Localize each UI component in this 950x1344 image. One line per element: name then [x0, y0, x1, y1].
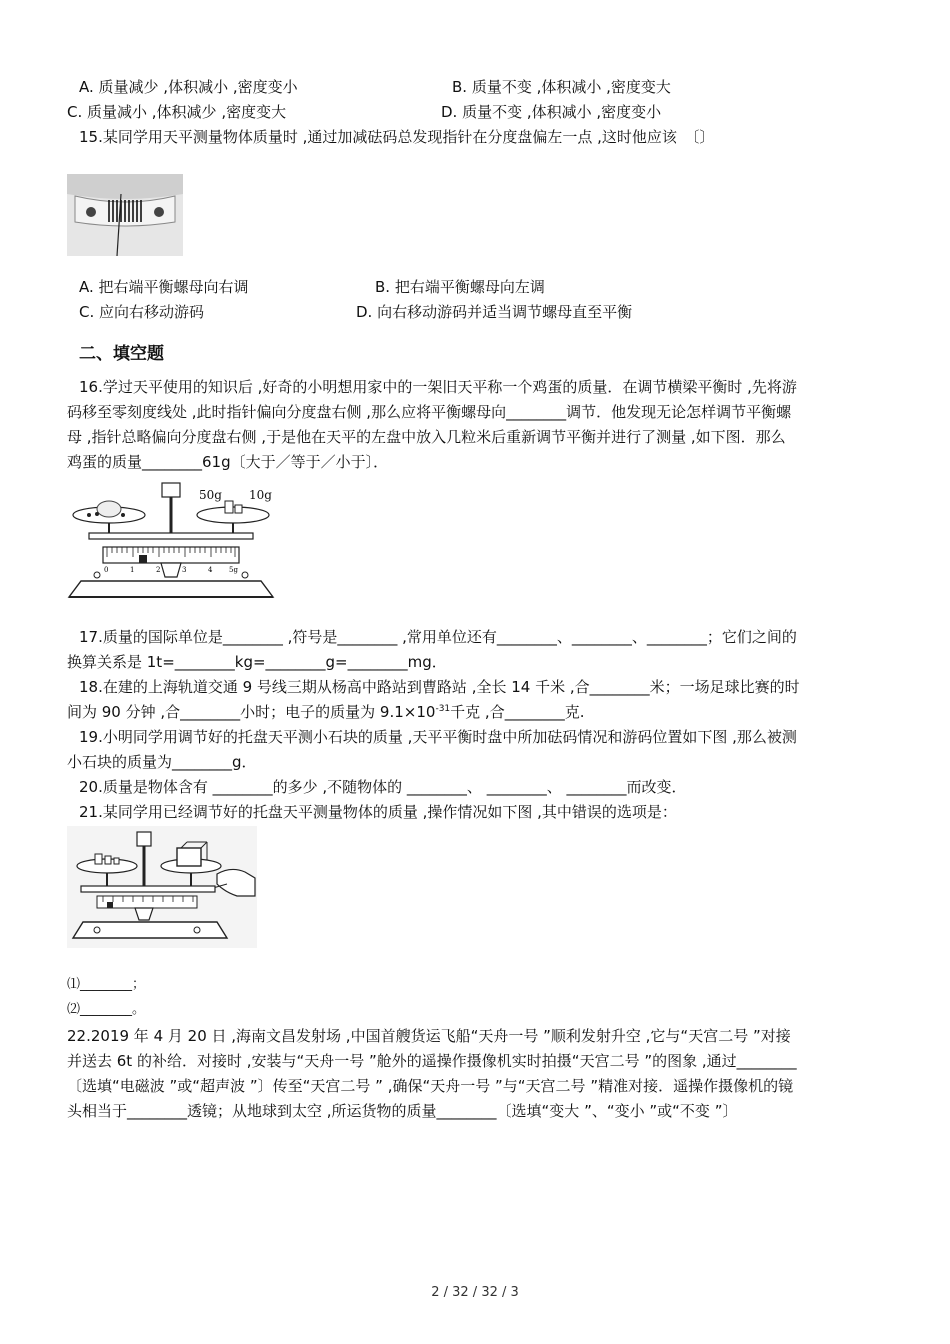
- q14-option-d: D. 质量不变 ,体积减小 ,密度变小: [441, 103, 662, 121]
- section-title-fill-blank: 二、填空题: [79, 344, 164, 364]
- fig-scale-tick-0: 0: [104, 566, 109, 574]
- q17-line-1: 17.质量的国际单位是________ ,符号是________ ,常用单位还有________、________、________；它们之间的: [79, 628, 797, 646]
- q16-line-2: 码移至零刻度线处 ,此时指针偏向分度盘右侧 ,那么应将平衡螺母向________调节．他发现无论怎样调节平衡螺: [67, 403, 792, 421]
- q22-line-3: 〔选填“电磁波 ”或“超声波 ”〕传至“天宫二号 ” ,确保“天舟一号 ”与“天宫二号 ”精准对接．遥操作摄像机的镜: [67, 1077, 794, 1095]
- hand-balance-figure: [67, 826, 257, 948]
- q15-stem: 15.某同学用天平测量物体质量时 ,通过加减砝码总发现指针在分度盘偏左一点 ,这时他应该 〔〕: [79, 128, 715, 146]
- q15-option-a: A. 把右端平衡螺母向右调: [79, 278, 249, 296]
- q21-answer-1: ⑴________；: [67, 977, 146, 992]
- q14-option-a: A. 质量减少 ,体积减小 ,密度变小: [79, 78, 298, 96]
- fig-scale-tick-4: 4: [208, 566, 213, 574]
- q16-line-1: 16.学过天平使用的知识后 ,好奇的小明想用家中的一架旧天平称一个鸡蛋的质量．在调节横梁平衡时 ,先将游: [79, 378, 797, 396]
- q19-line-1: 19.小明同学用调节好的托盘天平测小石块的质量 ,天平平衡时盘中所加砝码情况和游码位置如下图 ,那么被测: [79, 728, 797, 746]
- q19-line-2: 小石块的质量为________g．: [67, 753, 257, 771]
- fig-scale-tick-2: 2: [156, 566, 161, 574]
- q22-line-4: 头相当于________透镜；从地球到太空 ,所运货物的质量________〔选填“变大 ”、“变小 ”或“不变 ”〕: [67, 1102, 738, 1120]
- q17-line-2: 换算关系是 1t=________kg=________g=________mg．: [67, 653, 447, 671]
- q15-option-d: D. 向右移动游码并适当调节螺母直至平衡: [356, 303, 633, 321]
- q18-line-1: 18.在建的上海轨道交通 9 号线三期从杨高中路站到曹路站 ,全长 14 千米 ,合________米；一场足球比赛的时: [79, 678, 800, 696]
- fig-label-10g: 10g: [249, 488, 272, 502]
- q22-line-1: 22.2019 年 4 月 20 日 ,海南文昌发射场 ,中国首艘货运飞船“天舟一号 ”顺利发射升空 ,它与“天宫二号 ”对接: [67, 1027, 791, 1045]
- fig-scale-tick-1: 1: [130, 566, 135, 574]
- q16-line-3: 母 ,指针总略偏向分度盘右侧 ,于是他在天平的左盘中放入几粒米后重新调节平衡并进行了测量 ,如下图．那么: [67, 428, 786, 446]
- q21-answer-2: ⑵________。: [67, 1002, 146, 1017]
- q16-line-4: 鸡蛋的质量________61g〔大于／等于／小于〕．: [67, 453, 389, 471]
- q22-line-2: 并送去 6t 的补给．对接时 ,安装与“天舟一号 ”舱外的遥操作摄像机实时拍摄“天宫二号 ”的图象 ,通过________: [67, 1052, 797, 1070]
- fig-scale-tick-5g: 5g: [229, 566, 238, 574]
- q18-line-2-pre: 间为 90 分钟 ,合________小时；电子的质量为 9.1×10: [67, 703, 436, 721]
- q18-line-2: [67, 701, 584, 723]
- egg-balance-figure: [67, 477, 275, 603]
- fig-label-50g: 50g: [199, 488, 222, 502]
- q15-option-c: C. 应向右移动游码: [79, 303, 205, 321]
- q20-line: 20.质量是物体含有 ________的多少 ,不随物体的 ________、 ________、 ________而改变．: [79, 778, 687, 796]
- q14-option-c: C. 质量减小 ,体积减少 ,密度变大: [67, 103, 287, 121]
- q21-stem: 21.某同学用已经调节好的托盘天平测量物体的质量 ,操作情况如下图 ,其中错误的选项是：: [79, 803, 677, 821]
- page-number: 2 / 32 / 32 / 3: [431, 1285, 519, 1300]
- q15-option-b: B. 把右端平衡螺母向左调: [375, 278, 545, 296]
- q18-line-2-post: 千克 ,合________克.: [450, 703, 585, 721]
- q18-exponent: -31: [435, 704, 451, 714]
- balance-pointer-figure: [67, 174, 183, 256]
- fig-scale-tick-3: 3: [182, 566, 187, 574]
- q14-option-b: B. 质量不变 ,体积减小 ,密度变大: [452, 78, 671, 96]
